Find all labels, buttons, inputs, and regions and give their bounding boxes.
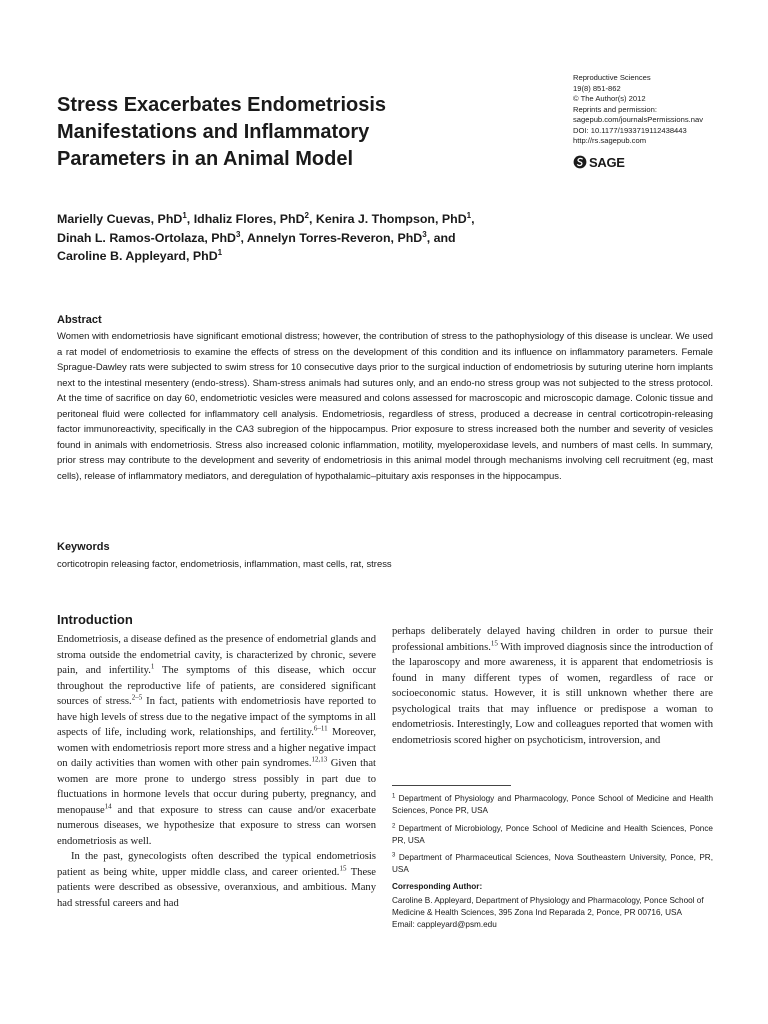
author-name: Kenira J. Thompson, PhD <box>315 212 467 226</box>
body-text: Moreover, women with endometriosis report more stress and a higher negative impact on daily activities than women with other pain syndromes. <box>57 727 376 769</box>
affiliation-footnote <box>392 823 713 847</box>
footnote-text: Department of Physiology and Pharmacology, Ponce School of Medicine and Health Sciences, Ponce PR, USA <box>392 794 714 816</box>
author-name: Marielly Cuevas, PhD <box>57 212 183 226</box>
citation-mark: 12,13 <box>311 755 328 764</box>
body-text: In fact, patients with endometriosis have reported to have high levels of stress due to the negative impact of the symptoms in all aspects of life, including work, relationships, and fertility. <box>57 696 376 738</box>
body-text: Endometriosis, a disease defined as the presence of endometrial glands and stroma outside the endometrial cavity, is characterized by chronic, severe pain, and infertility. <box>57 634 376 676</box>
author-name: Idhaliz Flores, PhD <box>193 212 305 226</box>
doi[interactable]: DOI: 10.1177/1933719112438443 <box>573 125 687 135</box>
citation-mark: 15 <box>339 863 347 872</box>
sage-logo-text: SAGE <box>589 154 625 170</box>
journal-name: Reproductive Sciences <box>573 73 651 82</box>
body-text: Given that women are more prone to undergo stress possibly in part due to fluctuations in hormone levels that occur during puberty, pregnancy, and menopause <box>57 758 376 816</box>
article-title: Stress Exacerbates Endometriosis Manifestations and Inflammatory Parameters in an Animal Model <box>57 94 387 170</box>
body-text: The symptoms of this disease, which occur throughout the reproductive life of patients, are considered significant sources of stress. <box>57 665 376 707</box>
author-name: Dinah L. Ramos-Ortolaza, PhD <box>57 230 236 245</box>
corresponding-author-heading: Corresponding Author: <box>392 882 483 891</box>
body-text: perhaps deliberately delayed having children in order to pursue their professional ambitions. <box>392 626 713 653</box>
body-text: With improved diagnosis since the introduction of the laparoscopy and more awareness, it is apparent that endometriosis is found in many different types of women, regardless of race or socioeconomic status. However, it is still unknown whether there are psychological traits that may influence or predispose a woman to endometriosis. Interestingly, Low and colleagues reported that women with endometriosis scored higher on psychoticism, introversion, and <box>392 641 713 746</box>
sage-mark-icon <box>573 155 587 169</box>
author-affiliation-mark: 3 <box>422 229 427 239</box>
reprints-label: Reprints and permission: <box>573 104 657 114</box>
citation-mark: 6–11 <box>313 724 328 733</box>
body-text: These patients were described as obsessive, overanxious, and ambitious. Many had stressful careers and had <box>57 866 376 909</box>
author-list: Marielly Cuevas, PhD$^1$, Idhaliz Flores, PhD$^2$, Kenira J. Thompson, PhD$^1$, Dinah L. Ramos-Ortolaza, PhD$^3$, Annelyn Torres-Reveron, PhD$^3$, and Caroline B. Appleyard, PhD$^1$ <box>57 210 475 263</box>
author-name: Annelyn Torres-Reveron, PhD <box>246 230 423 245</box>
author-affiliation-mark: 1 <box>466 210 472 220</box>
author-affiliation-mark: 3 <box>236 229 241 239</box>
footnote-mark: 2 <box>392 822 396 829</box>
affiliation-footnotes <box>392 793 713 877</box>
corresponding-email[interactable]: Email: cappleyard@psm.edu <box>392 920 497 930</box>
footnote-divider <box>392 785 511 786</box>
author-affiliation-mark: 1 <box>217 247 223 257</box>
sage-logo <box>573 154 625 170</box>
author-affiliation-mark: 1 <box>182 210 187 220</box>
keywords-heading: Keywords <box>57 541 110 553</box>
citation-mark: 15 <box>490 638 498 647</box>
body-paragraph <box>392 624 713 748</box>
author-name: Caroline B. Appleyard, PhD <box>57 249 218 263</box>
permissions-url[interactable]: sagepub.com/journalsPermissions.nav <box>573 115 704 124</box>
body-text: In the past, gynecologists often described the typical endometriosis patient as being white, upper middle class, and career oriented. <box>57 851 376 878</box>
body-column-left <box>57 632 376 911</box>
body-paragraph <box>57 632 376 849</box>
citation-mark: 2–5 <box>131 693 143 702</box>
abstract-heading: Abstract <box>57 314 102 326</box>
journal-url[interactable]: http://rs.sagepub.com <box>573 136 647 145</box>
corresponding-address: Caroline B. Appleyard, Department of Physiology and Pharmacology, Ponce School of Medicine & Health Sciences, 395 Zona Ind Reparada 2, Ponce, PR 00716, USA <box>392 896 704 918</box>
author-affiliation-mark: 2 <box>304 210 309 220</box>
abstract-text: Women with endometriosis have significant emotional distress; however, the contribution of stress to the pathophysiology of this disease is unclear. We used a rat model of endometriosis to examine the effects of stress on the development of this condition and its influence on inflammatory parameters. Female Sprague-Dawley rats were subjected to swim stress for 10 consecutive days prior to the surgical induction of endometriosis by suturing uterine horn implants next to the intestinal mesentery (endo-stress). Sham-stress animals had sutures only, and an endo-no stress group was not subjected to the stress protocol. At the time of sacrifice on day 60, endometriotic vesicles were measured and colons assessed for macroscopic and microscopic damage. Colonic tissue and peritoneal fluid were collected for inflammatory cell analysis. Endometriosis, regardless of stress, produced a decrease in central corticotropin-releasing factor immunoreactivity, specifically in the CA3 subregion of the hippocampus. Prior exposure to stress increased both the number and severity of vesicles found in animals with endometriosis. Stress also increased colonic inflammation, motility, myeloperoxidase levels, and numbers of mast cells. In summary, prior stress may contribute to the development and severity of endometriosis in this animal model through mechanisms involving cell recruitment (eg, mast cells), release of inflammatory mediators, and deregulation of hypothalamic–pituitary axis responses in the hippocampus. <box>57 331 713 482</box>
footnote-mark: 3 <box>392 852 396 859</box>
citation-mark: 14 <box>104 801 112 810</box>
body-text: and that exposure to stress can cause and/or exacerbate numerous diseases, we hypothesize that exposure to stress can worsen endometriosis as well. <box>57 804 376 847</box>
journal-info <box>573 73 753 147</box>
body-column-right <box>392 624 713 748</box>
footnote-mark: 1 <box>392 793 396 800</box>
footnote-text: Department of Microbiology, Ponce School of Medicine and Health Sciences, Ponce PR, USA <box>392 823 713 845</box>
affiliation-footnote <box>392 852 713 876</box>
section-heading-introduction: Introduction <box>57 612 133 627</box>
footnote-text: Department of Pharmaceutical Sciences, Nova Southeastern University, Ponce, PR, USA <box>392 853 713 875</box>
corresponding-author-details <box>392 895 713 931</box>
affiliation-footnote <box>392 793 713 817</box>
citation-mark: 1 <box>150 662 155 671</box>
journal-volume: 19(8) 851-862 <box>573 83 621 93</box>
keywords-text: corticotropin releasing factor, endometriosis, inflammation, mast cells, rat, stress <box>57 559 392 570</box>
copyright-line: © The Author(s) 2012 <box>573 94 646 103</box>
body-paragraph <box>57 849 376 911</box>
